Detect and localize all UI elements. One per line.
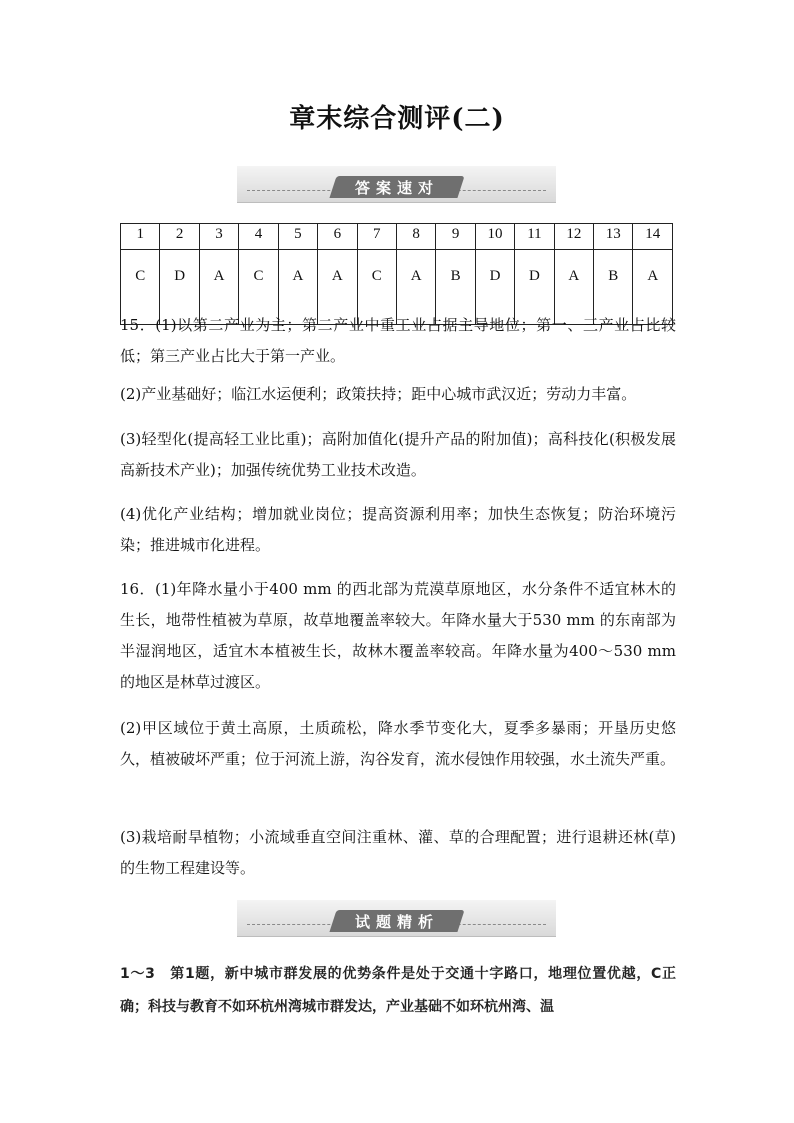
analysis-banner bbox=[237, 900, 556, 937]
answer-choice: D bbox=[475, 250, 514, 325]
answer-choice: C bbox=[121, 250, 160, 325]
answer-choice: A bbox=[199, 250, 238, 325]
answer-table-number-row bbox=[121, 224, 673, 250]
answers-banner-label: 答案速对 bbox=[354, 179, 439, 197]
question-number: 12 bbox=[554, 224, 593, 250]
q15-answer-1 bbox=[120, 310, 676, 372]
answer-choice: B bbox=[594, 250, 633, 325]
question-number: 2 bbox=[160, 224, 199, 250]
question-number: 13 bbox=[594, 224, 633, 250]
question-number: 6 bbox=[318, 224, 357, 250]
q15-answer-4 bbox=[120, 499, 676, 561]
answer-choice: A bbox=[633, 250, 673, 325]
q15-answer-1-text: 15．(1)以第二产业为主；第二产业中重工业占据主导地位；第一、三产业占比较低；第三产业占比大于第一产业。 bbox=[120, 316, 676, 365]
question-number: 5 bbox=[278, 224, 317, 250]
question-number: 9 bbox=[436, 224, 475, 250]
question-number: 11 bbox=[515, 224, 554, 250]
answers-banner bbox=[237, 166, 556, 203]
question-number: 14 bbox=[633, 224, 673, 250]
question-number: 10 bbox=[475, 224, 514, 250]
question-number: 4 bbox=[239, 224, 278, 250]
q16-answer-3 bbox=[120, 822, 676, 884]
answer-choice: A bbox=[396, 250, 435, 325]
answer-choice: C bbox=[239, 250, 278, 325]
answer-choice: C bbox=[357, 250, 396, 325]
question-number: 1 bbox=[121, 224, 160, 250]
q15-answer-2 bbox=[120, 379, 676, 410]
analysis-text: 1～3 第1题，新中城市群发展的优势条件是处于交通十字路口，地理位置优越，C正确；科技与教育不如环杭州湾城市群发达，产业基础不如环杭州湾、温 bbox=[120, 966, 676, 1015]
q16-answer-2 bbox=[120, 713, 676, 775]
analysis-banner-label: 试题精析 bbox=[354, 913, 439, 931]
q16-answer-2-text: (2)甲区域位于黄土高原，土质疏松，降水季节变化大，夏季多暴雨；开垦历史悠久，植被破坏严重；位于河流上游，沟谷发育，流水侵蚀作用较强，水土流失严重。 bbox=[120, 719, 676, 768]
question-number: 3 bbox=[199, 224, 238, 250]
q16-answer-3-text: (3)栽培耐旱植物；小流域垂直空间注重林、灌、草的合理配置；进行退耕还林(草)的生物工程建设等。 bbox=[120, 828, 676, 877]
q16-answer-1-text: 16．(1)年降水量小于400 mm 的西北部为荒漠草原地区，水分条件不适宜林木的生长，地带性植被为草原，故草地覆盖率较大。年降水量大于530 mm 的东南部为半湿润地区，适宜木本植被生长，故林木覆盖率较高。年降水量为400～530 mm 的地区是林草过渡区。 bbox=[120, 580, 676, 691]
answer-choice: A bbox=[278, 250, 317, 325]
answer-choice: D bbox=[515, 250, 554, 325]
question-number: 8 bbox=[396, 224, 435, 250]
q15-answer-2-text: (2)产业基础好；临江水运便利；政策扶持；距中心城市武汉近；劳动力丰富。 bbox=[120, 385, 637, 403]
page-title: 章末综合测评(二) bbox=[289, 104, 505, 134]
q15-answer-4-text: (4)优化产业结构；增加就业岗位；提高资源利用率；加快生态恢复；防治环境污染；推进城市化进程。 bbox=[120, 505, 676, 554]
answer-choice: D bbox=[160, 250, 199, 325]
answer-choice: A bbox=[554, 250, 593, 325]
answer-choice: A bbox=[318, 250, 357, 325]
question-number: 7 bbox=[357, 224, 396, 250]
answer-choice: B bbox=[436, 250, 475, 325]
analysis-paragraph bbox=[120, 958, 676, 1024]
q16-answer-1 bbox=[120, 574, 676, 698]
q15-answer-3 bbox=[120, 424, 676, 486]
q15-answer-3-text: (3)轻型化(提高轻工业比重)；高附加值化(提升产品的附加值)；高科技化(积极发展高新技术产业)；加强传统优势工业技术改造。 bbox=[120, 430, 676, 479]
